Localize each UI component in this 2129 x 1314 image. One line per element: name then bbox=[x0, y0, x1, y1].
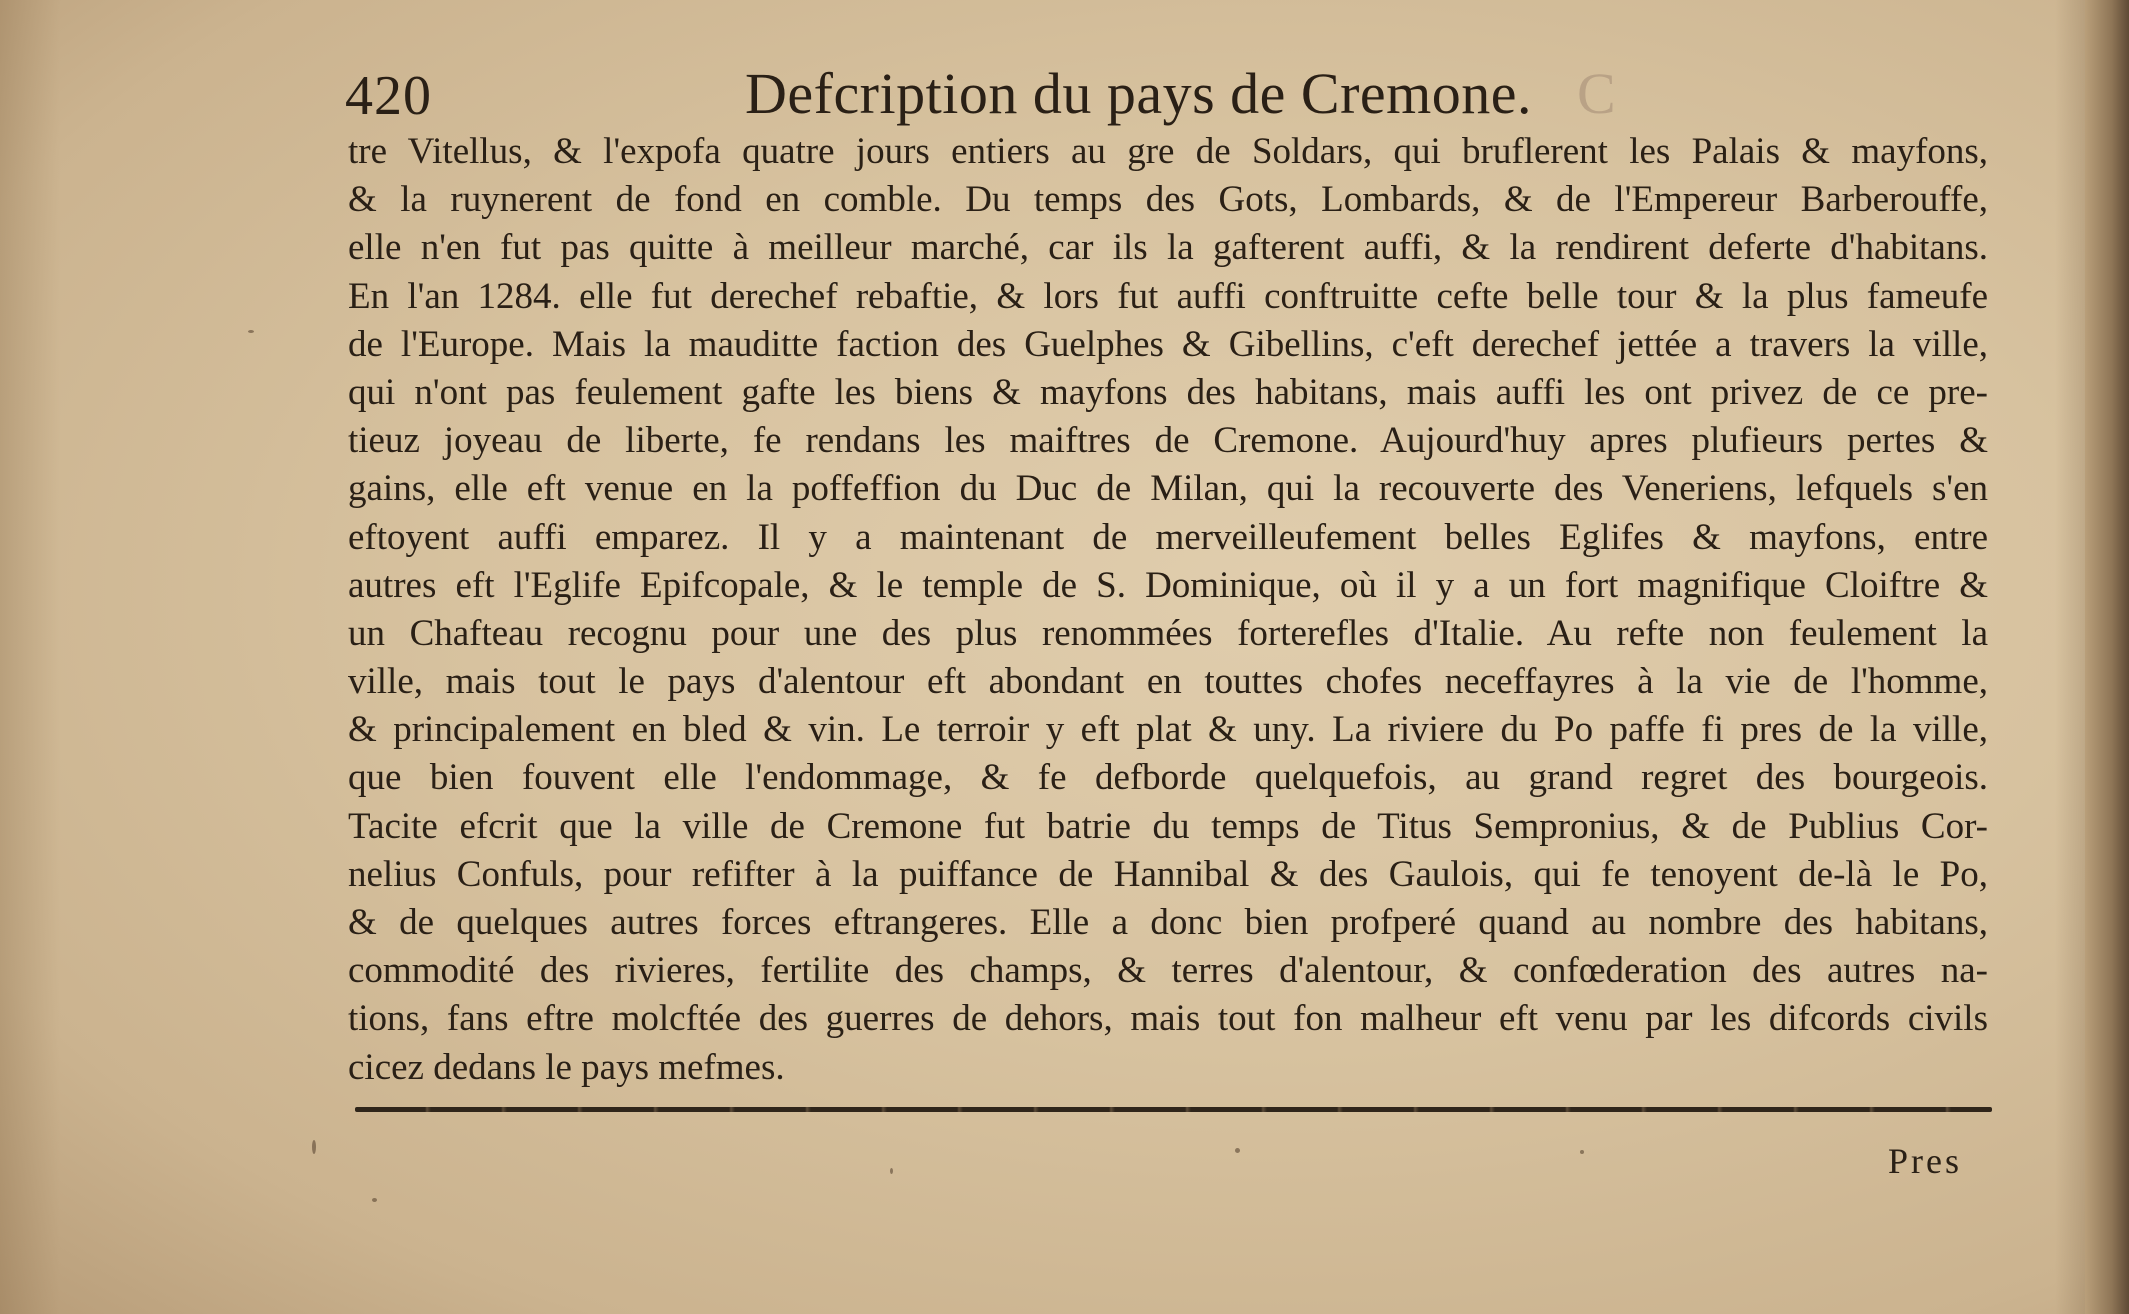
text-line: eftoyent auffi emparez. Il y a maintenant de merveilleufement belles Eglifes & mayfons, entre bbox=[348, 516, 1988, 558]
body-text bbox=[348, 128, 1988, 1092]
text-line-last: cicez dedans le pays mefmes. bbox=[348, 1046, 785, 1088]
gutter-shadow bbox=[2055, 0, 2085, 1314]
text-line: tre Vitellus, & l'expofa quatre jours entiers au gre de Soldars, qui bruflerent les Palais & mayfons, bbox=[348, 131, 1988, 172]
text-line: Tacite efcrit que la ville de Cremone fut batrie du temps de Titus Sempronius, & de Publius Cor- bbox=[348, 805, 1988, 847]
text-line: tieuz joyeau de liberte, fe rendans les maiftres de Cremone. Aujourd'huy apres plufieurs pertes & bbox=[348, 420, 1988, 462]
page-number: 420 bbox=[345, 65, 432, 127]
text-line: elle n'en fut pas quitte à meilleur marché, car ils la gafterent auffi, & la rendirent deferte d'habitans. bbox=[348, 227, 1988, 269]
text-line: un Chafteau recognu pour une des plus renommées forterefles d'Italie. Au refte non feulement la bbox=[348, 612, 1988, 654]
text-line: qui n'ont pas feulement gafte les biens & mayfons des habitans, mais auffi les ont privez de ce pre- bbox=[348, 371, 1988, 413]
text-line: En l'an 1284. elle fut derechef rebaftie, & lors fut auffi conftruitte cefte belle tour & la plus fameufe bbox=[348, 275, 1988, 317]
ink-speck bbox=[372, 1198, 377, 1202]
ink-speck bbox=[312, 1140, 316, 1154]
ink-speck bbox=[890, 1168, 893, 1174]
page-left-shading bbox=[0, 0, 60, 1314]
page-right-edge bbox=[2085, 0, 2129, 1314]
ink-speck bbox=[1235, 1148, 1240, 1153]
text-line: & de quelques autres forces eftrangeres. Elle a donc bien profperé quand au nombre des habitans, bbox=[348, 902, 1988, 943]
text-line: de l'Europe. Mais la mauditte faction des Guelphes & Gibellins, c'eft derechef jettée a travers la ville, bbox=[348, 323, 1988, 365]
text-line: autres eft l'Eglife Epifcopale, & le temple de S. Dominique, où il y a un fort magnifique Cloiftre & bbox=[348, 564, 1988, 606]
page-header bbox=[345, 56, 1995, 136]
catchword: Pres bbox=[1888, 1141, 1962, 1181]
ink-speck bbox=[248, 330, 254, 333]
running-title: Defcription du pays de Cremone. bbox=[745, 61, 1533, 126]
text-line: nelius Confuls, pour refifter à la puiffance de Hannibal & des Gaulois, qui fe tenoyent de-là le Po, bbox=[348, 853, 1988, 895]
ink-speck bbox=[1580, 1150, 1584, 1154]
faded-letter: C bbox=[1577, 61, 1616, 126]
text-line: commodité des rivieres, fertilite des champs, & terres d'alentour, & confœderation des autres na- bbox=[348, 950, 1988, 992]
horizontal-rule bbox=[355, 1107, 1992, 1112]
text-line: ville, mais tout le pays d'alentour eft abondant en touttes chofes neceffayres à la vie de l'homme, bbox=[348, 661, 1988, 703]
text-line: tions, fans eftre molcftée des guerres de dehors, mais tout fon malheur eft venu par les difcords civils bbox=[348, 998, 1988, 1040]
text-line: que bien fouvent elle l'endommage, & fe defborde quelquefois, au grand regret des bourgeois. bbox=[348, 757, 1988, 799]
text-line: gains, elle eft venue en la poffeffion du Duc de Milan, qui la recouverte des Veneriens, lefquels s'en bbox=[348, 468, 1988, 510]
text-line: & la ruynerent de fond en comble. Du temps des Gots, Lombards, & de l'Empereur Barberouffe, bbox=[348, 179, 1988, 221]
text-line: & principalement en bled & vin. Le terroir y eft plat & uny. La riviere du Po paffe fi pres de la ville, bbox=[348, 709, 1988, 751]
